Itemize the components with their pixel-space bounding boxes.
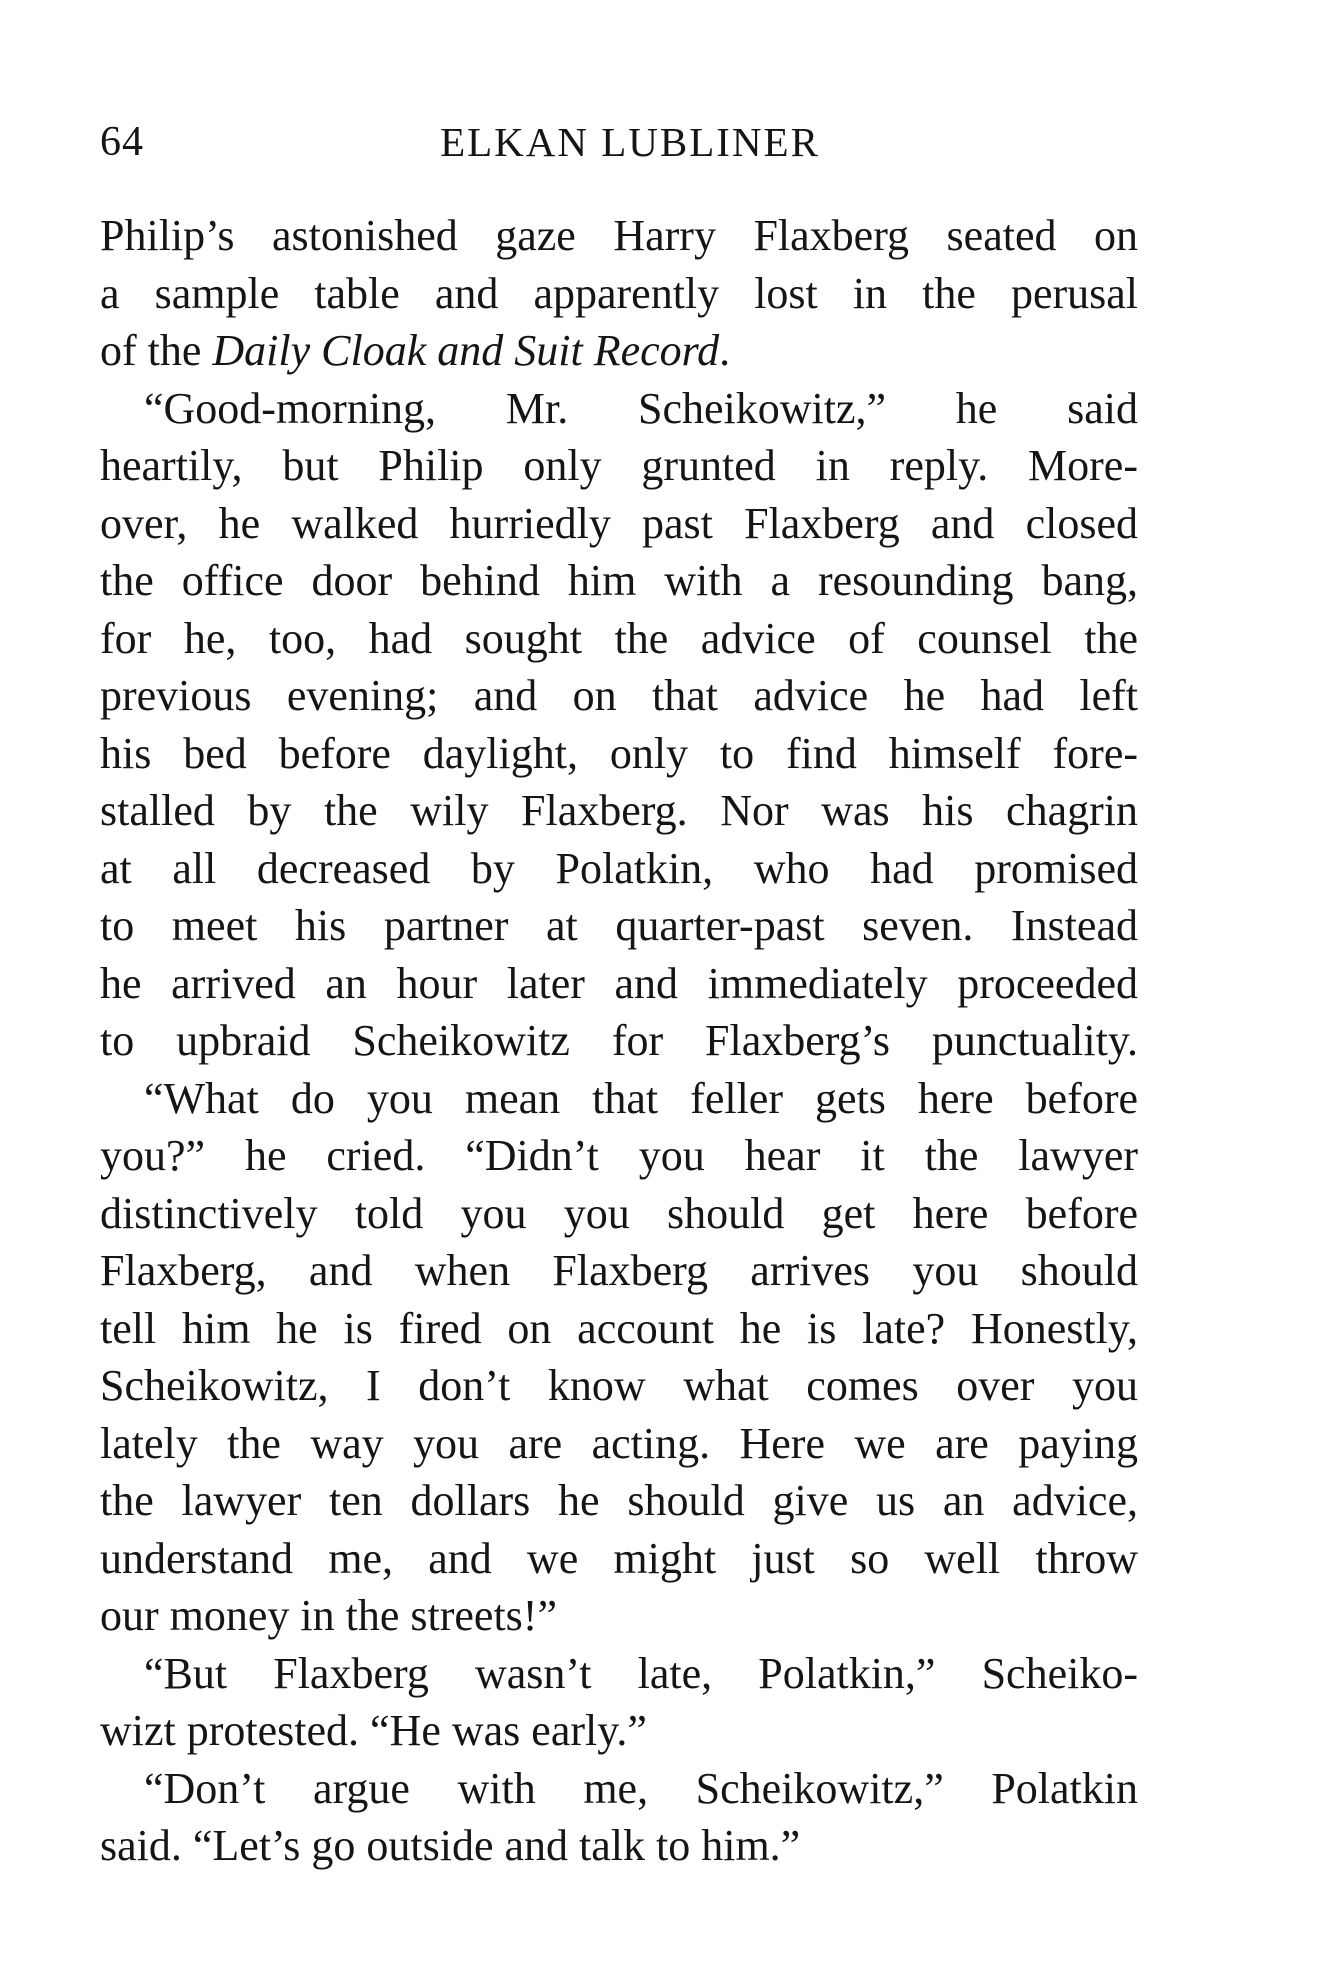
- text-segment: of the: [100, 326, 213, 375]
- text-line: Scheikowitz, I don’t know what comes over you: [100, 1361, 1138, 1410]
- text-line: our money in the streets!”: [100, 1591, 557, 1640]
- text-line: distinctively told you you should get here before: [100, 1188, 1138, 1238]
- text-segment: .: [719, 326, 731, 375]
- text-line: to upbraid Scheikowitz for Flaxberg’s punctuality.: [100, 1016, 1138, 1065]
- text-line: “What do you mean that feller gets here before: [144, 1073, 1138, 1123]
- text-line: “But Flaxberg wasn’t late, Polatkin,” Scheiko-: [144, 1648, 1138, 1698]
- text-line: tell him he is fired on account he is late? Honestly,: [100, 1303, 1138, 1353]
- body-text: [100, 207, 1138, 1875]
- text-line: the lawyer ten dollars he should give us an advice,: [100, 1476, 1138, 1525]
- text-line: at all decreased by Polatkin, who had promised: [100, 843, 1138, 893]
- text-line: understand me, and we might just so well throw: [100, 1533, 1138, 1583]
- page-number: 64: [100, 119, 144, 165]
- text-line: “Don’t argue with me, Scheikowitz,” Polatkin: [144, 1763, 1138, 1813]
- text-line: the office door behind him with a resounding bang,: [100, 556, 1138, 605]
- text-line: Flaxberg, and when Flaxberg arrives you should: [100, 1246, 1138, 1295]
- text-line: wizt protested. “He was early.”: [100, 1706, 647, 1755]
- text-line: you?” he cried. “Didn’t you hear it the lawyer: [100, 1131, 1138, 1180]
- text-line: Philip’s astonished gaze Harry Flaxberg seated on: [100, 211, 1138, 260]
- text-line: over, he walked hurriedly past Flaxberg and closed: [100, 498, 1138, 548]
- text-line: previous evening; and on that advice he had left: [100, 671, 1138, 720]
- text-line: “Good-morning, Mr. Scheikowitz,” he said: [144, 383, 1138, 433]
- text-line: a sample table and apparently lost in the perusal: [100, 268, 1138, 318]
- text-line: to meet his partner at quarter-past seven. Instead: [100, 901, 1138, 950]
- text-line: heartily, but Philip only grunted in reply. More-: [100, 441, 1138, 490]
- running-title: ELKAN LUBLINER: [440, 119, 820, 165]
- page-header: [100, 118, 1140, 178]
- text-line: said. “Let’s go outside and talk to him.”: [100, 1821, 801, 1870]
- text-line: stalled by the wily Flaxberg. Nor was his chagrin: [100, 786, 1138, 835]
- text-line: his bed before daylight, only to find himself fore-: [100, 728, 1138, 778]
- text-line: for he, too, had sought the advice of counsel the: [100, 613, 1138, 663]
- text-line: lately the way you are acting. Here we are paying: [100, 1418, 1138, 1468]
- publication-title: Daily Cloak and Suit Record: [212, 326, 720, 375]
- text-line: he arrived an hour later and immediately proceeded: [100, 958, 1138, 1008]
- text-line: [100, 322, 1138, 380]
